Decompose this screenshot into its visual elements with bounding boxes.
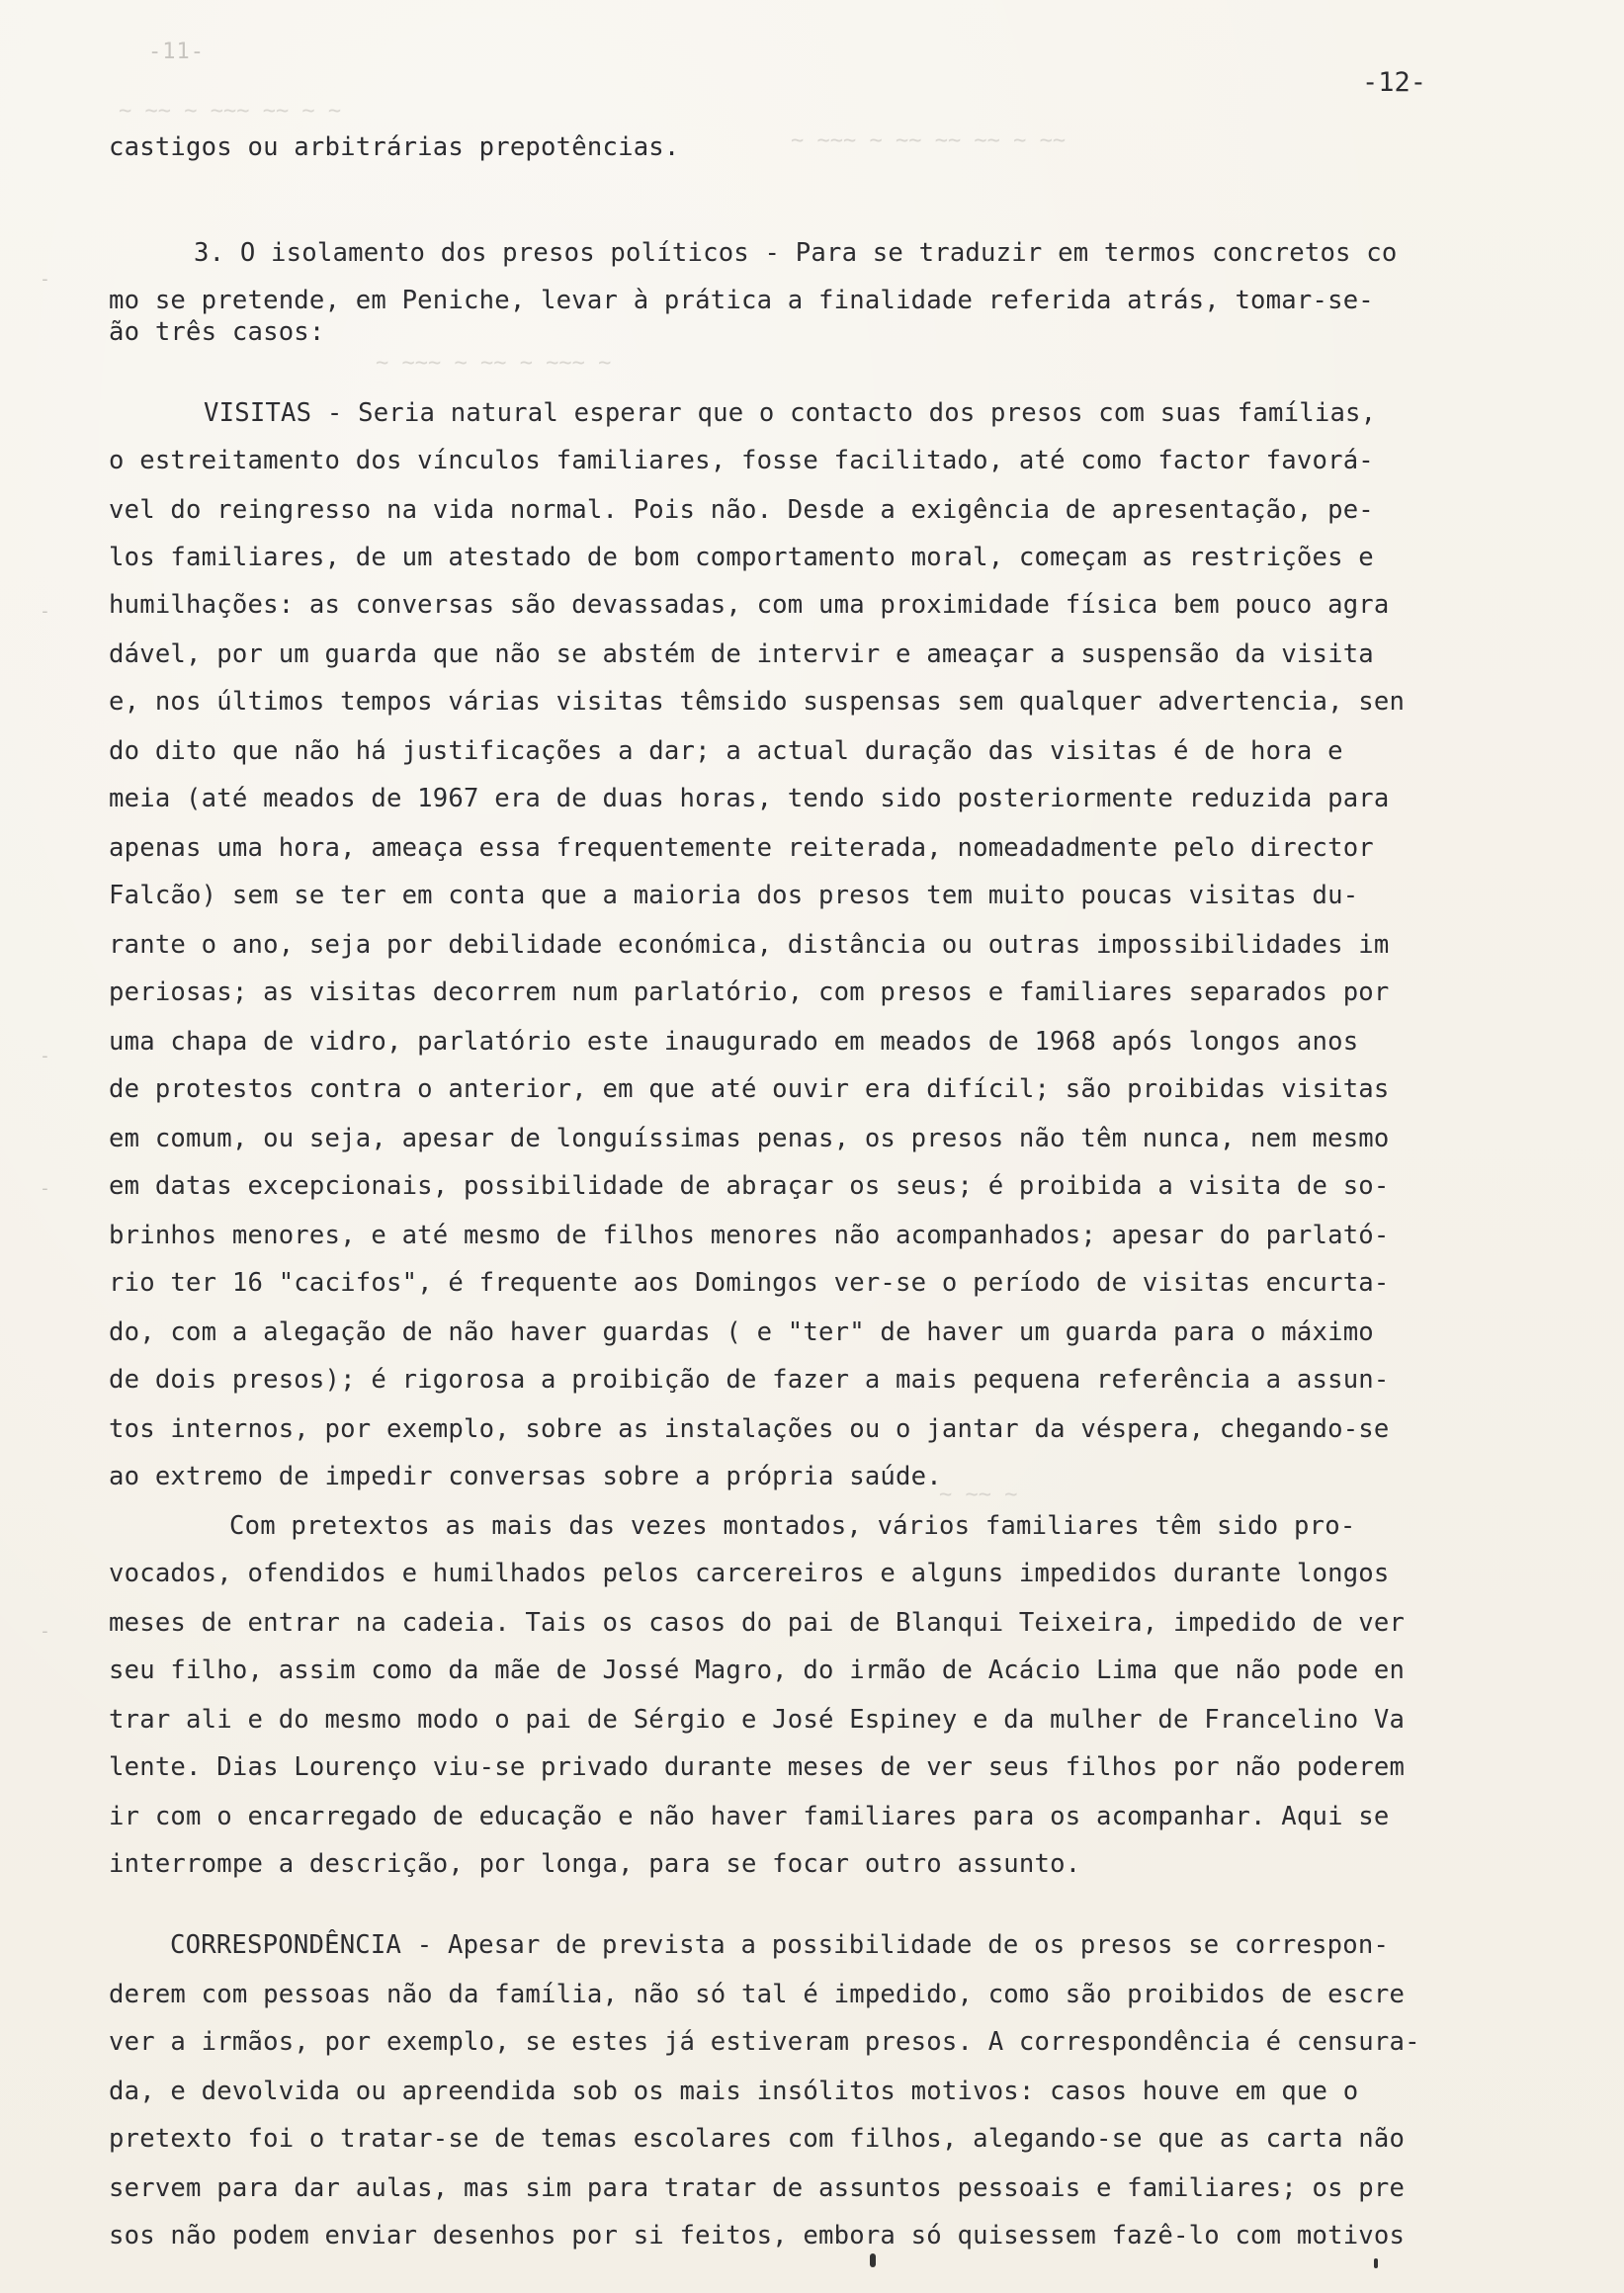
- paragraph-start-line: Com pretextos as mais das vezes montados, vários familiares têm sido pro-: [229, 1511, 1356, 1541]
- text-line: brinhos menores, e até mesmo de filhos menores não acompanhados; apesar do parlató-: [109, 1221, 1390, 1250]
- text-line: derem com pessoas não da família, não só tal é impedido, como são proibidos de escre: [109, 1980, 1406, 2009]
- text-line: lente. Dias Lourenço viu-se privado durante meses de ver seus filhos por não poderem: [109, 1752, 1406, 1782]
- text-line: da, e devolvida ou apreendida sob os mais insólitos motivos: casos houve em que o: [109, 2077, 1359, 2106]
- bleed-through-marks: ~ ~~~ ~ ~~ ~~ ~~ ~ ~~: [791, 128, 1067, 153]
- text-line: los familiares, de um atestado de bom comportamento moral, começam as restrições e: [109, 543, 1374, 572]
- faint-previous-page-number: -11-: [148, 40, 205, 64]
- ink-mark: [870, 2253, 876, 2267]
- text-line: ir com o encarregado de educação e não haver familiares para os acompanhar. Aqui se: [109, 1802, 1390, 1831]
- text-line: vocados, ofendidos e humilhados pelos carcereiros e alguns impedidos durante longos: [109, 1559, 1390, 1588]
- text-line: do, com a alegação de não haver guardas ( e "ter" de haver um guarda para o máximo: [109, 1317, 1374, 1347]
- section-heading-line: 3. O isolamento dos presos políticos - Para se traduzir em termos concretos co: [194, 238, 1398, 268]
- text-line: ão três casos:: [109, 317, 325, 347]
- margin-mark: -: [40, 1046, 50, 1066]
- text-line: periosas; as visitas decorrem num parlatório, com presos e familiares separados por: [109, 977, 1390, 1007]
- text-line: meses de entrar na cadeia. Tais os casos do pai de Blanqui Teixeira, impedido de ver: [109, 1608, 1406, 1638]
- text-line: apenas uma hora, ameaça essa frequentemente reiterada, nomeadadmente pelo director: [109, 833, 1374, 863]
- margin-mark: -: [40, 1178, 50, 1199]
- correspondencia-heading-line: CORRESPONDÊNCIA - Apesar de prevista a possibilidade de os presos se correspon-: [170, 1930, 1390, 1960]
- text-line: dável, por um guarda que não se abstém de intervir e ameaçar a suspensão da visita: [109, 639, 1374, 669]
- page-number: -12-: [1361, 67, 1426, 98]
- text-line: de dois presos); é rigorosa a proibição de fazer a mais pequena referência a assun-: [109, 1365, 1390, 1395]
- text-line: interrompe a descrição, por longa, para se focar outro assunto.: [109, 1849, 1081, 1879]
- text-line: servem para dar aulas, mas sim para tratar de assuntos pessoais e familiares; os pre: [109, 2173, 1406, 2203]
- text-line: mo se pretende, em Peniche, levar à prática a finalidade referida atrás, tomar-se-: [109, 286, 1374, 315]
- text-line: rante o ano, seja por debilidade económica, distância ou outras impossibilidades im: [109, 930, 1390, 960]
- text-line: ver a irmãos, por exemplo, se estes já estiveram presos. A correspondência é censura-: [109, 2027, 1420, 2057]
- text-line: castigos ou arbitrárias prepotências.: [109, 132, 680, 162]
- text-line: do dito que não há justificações a dar; a actual duração das visitas é de hora e: [109, 736, 1343, 766]
- text-line: o estreitamento dos vínculos familiares, fosse facilitado, até como factor favorá-: [109, 446, 1374, 475]
- text-line: trar ali e do mesmo modo o pai de Sérgio e José Espiney e da mulher de Francelino Va: [109, 1705, 1406, 1735]
- text-line: humilhações: as conversas são devassadas, com uma proximidade física bem pouco agra: [109, 590, 1390, 620]
- text-line: vel do reingresso na vida normal. Pois não. Desde a exigência de apresentação, pe-: [109, 495, 1374, 525]
- text-line: de protestos contra o anterior, em que até ouvir era difícil; são proibidas visitas: [109, 1074, 1390, 1104]
- bleed-through-marks: ~ ~~ ~: [939, 1483, 1018, 1507]
- text-line: pretexto foi o tratar-se de temas escolares com filhos, alegando-se que as carta não: [109, 2124, 1406, 2154]
- text-line: sos não podem enviar desenhos por si feitos, embora só quisessem fazê-lo com motivos: [109, 2221, 1406, 2251]
- text-line: ao extremo de impedir conversas sobre a própria saúde.: [109, 1462, 942, 1491]
- text-line: seu filho, assim como da mãe de Jossé Magro, do irmão de Acácio Lima que não pode en: [109, 1656, 1406, 1685]
- text-line: tos internos, por exemplo, sobre as instalações ou o jantar da véspera, chegando-se: [109, 1414, 1390, 1444]
- visitas-heading-line: VISITAS - Seria natural esperar que o contacto dos presos com suas famílias,: [204, 398, 1377, 428]
- text-line: rio ter 16 "cacifos", é frequente aos Domingos ver-se o período de visitas encurta-: [109, 1268, 1390, 1298]
- text-line: em comum, ou seja, apesar de longuíssimas penas, os presos não têm nunca, nem mesmo: [109, 1124, 1390, 1153]
- text-line: e, nos últimos tempos várias visitas têmsido suspensas sem qualquer advertencia, sen: [109, 687, 1406, 717]
- text-line: meia (até meados de 1967 era de duas horas, tendo sido posteriormente reduzida para: [109, 784, 1390, 813]
- bleed-through-marks: ~ ~~ ~ ~~~ ~~ ~ ~: [119, 99, 342, 124]
- margin-mark: -: [40, 269, 50, 290]
- bleed-through-marks: ~ ~~~ ~ ~~ ~ ~~~ ~: [376, 351, 612, 376]
- text-line: uma chapa de vidro, parlatório este inaugurado em meados de 1968 após longos anos: [109, 1027, 1359, 1057]
- margin-mark: -: [40, 601, 50, 622]
- margin-mark: -: [40, 1621, 50, 1642]
- text-line: Falcão) sem se ter em conta que a maioria dos presos tem muito poucas visitas du-: [109, 881, 1359, 910]
- text-line: em datas excepcionais, possibilidade de abraçar os seus; é proibida a visita de so-: [109, 1171, 1390, 1201]
- ink-mark: [1374, 2258, 1378, 2268]
